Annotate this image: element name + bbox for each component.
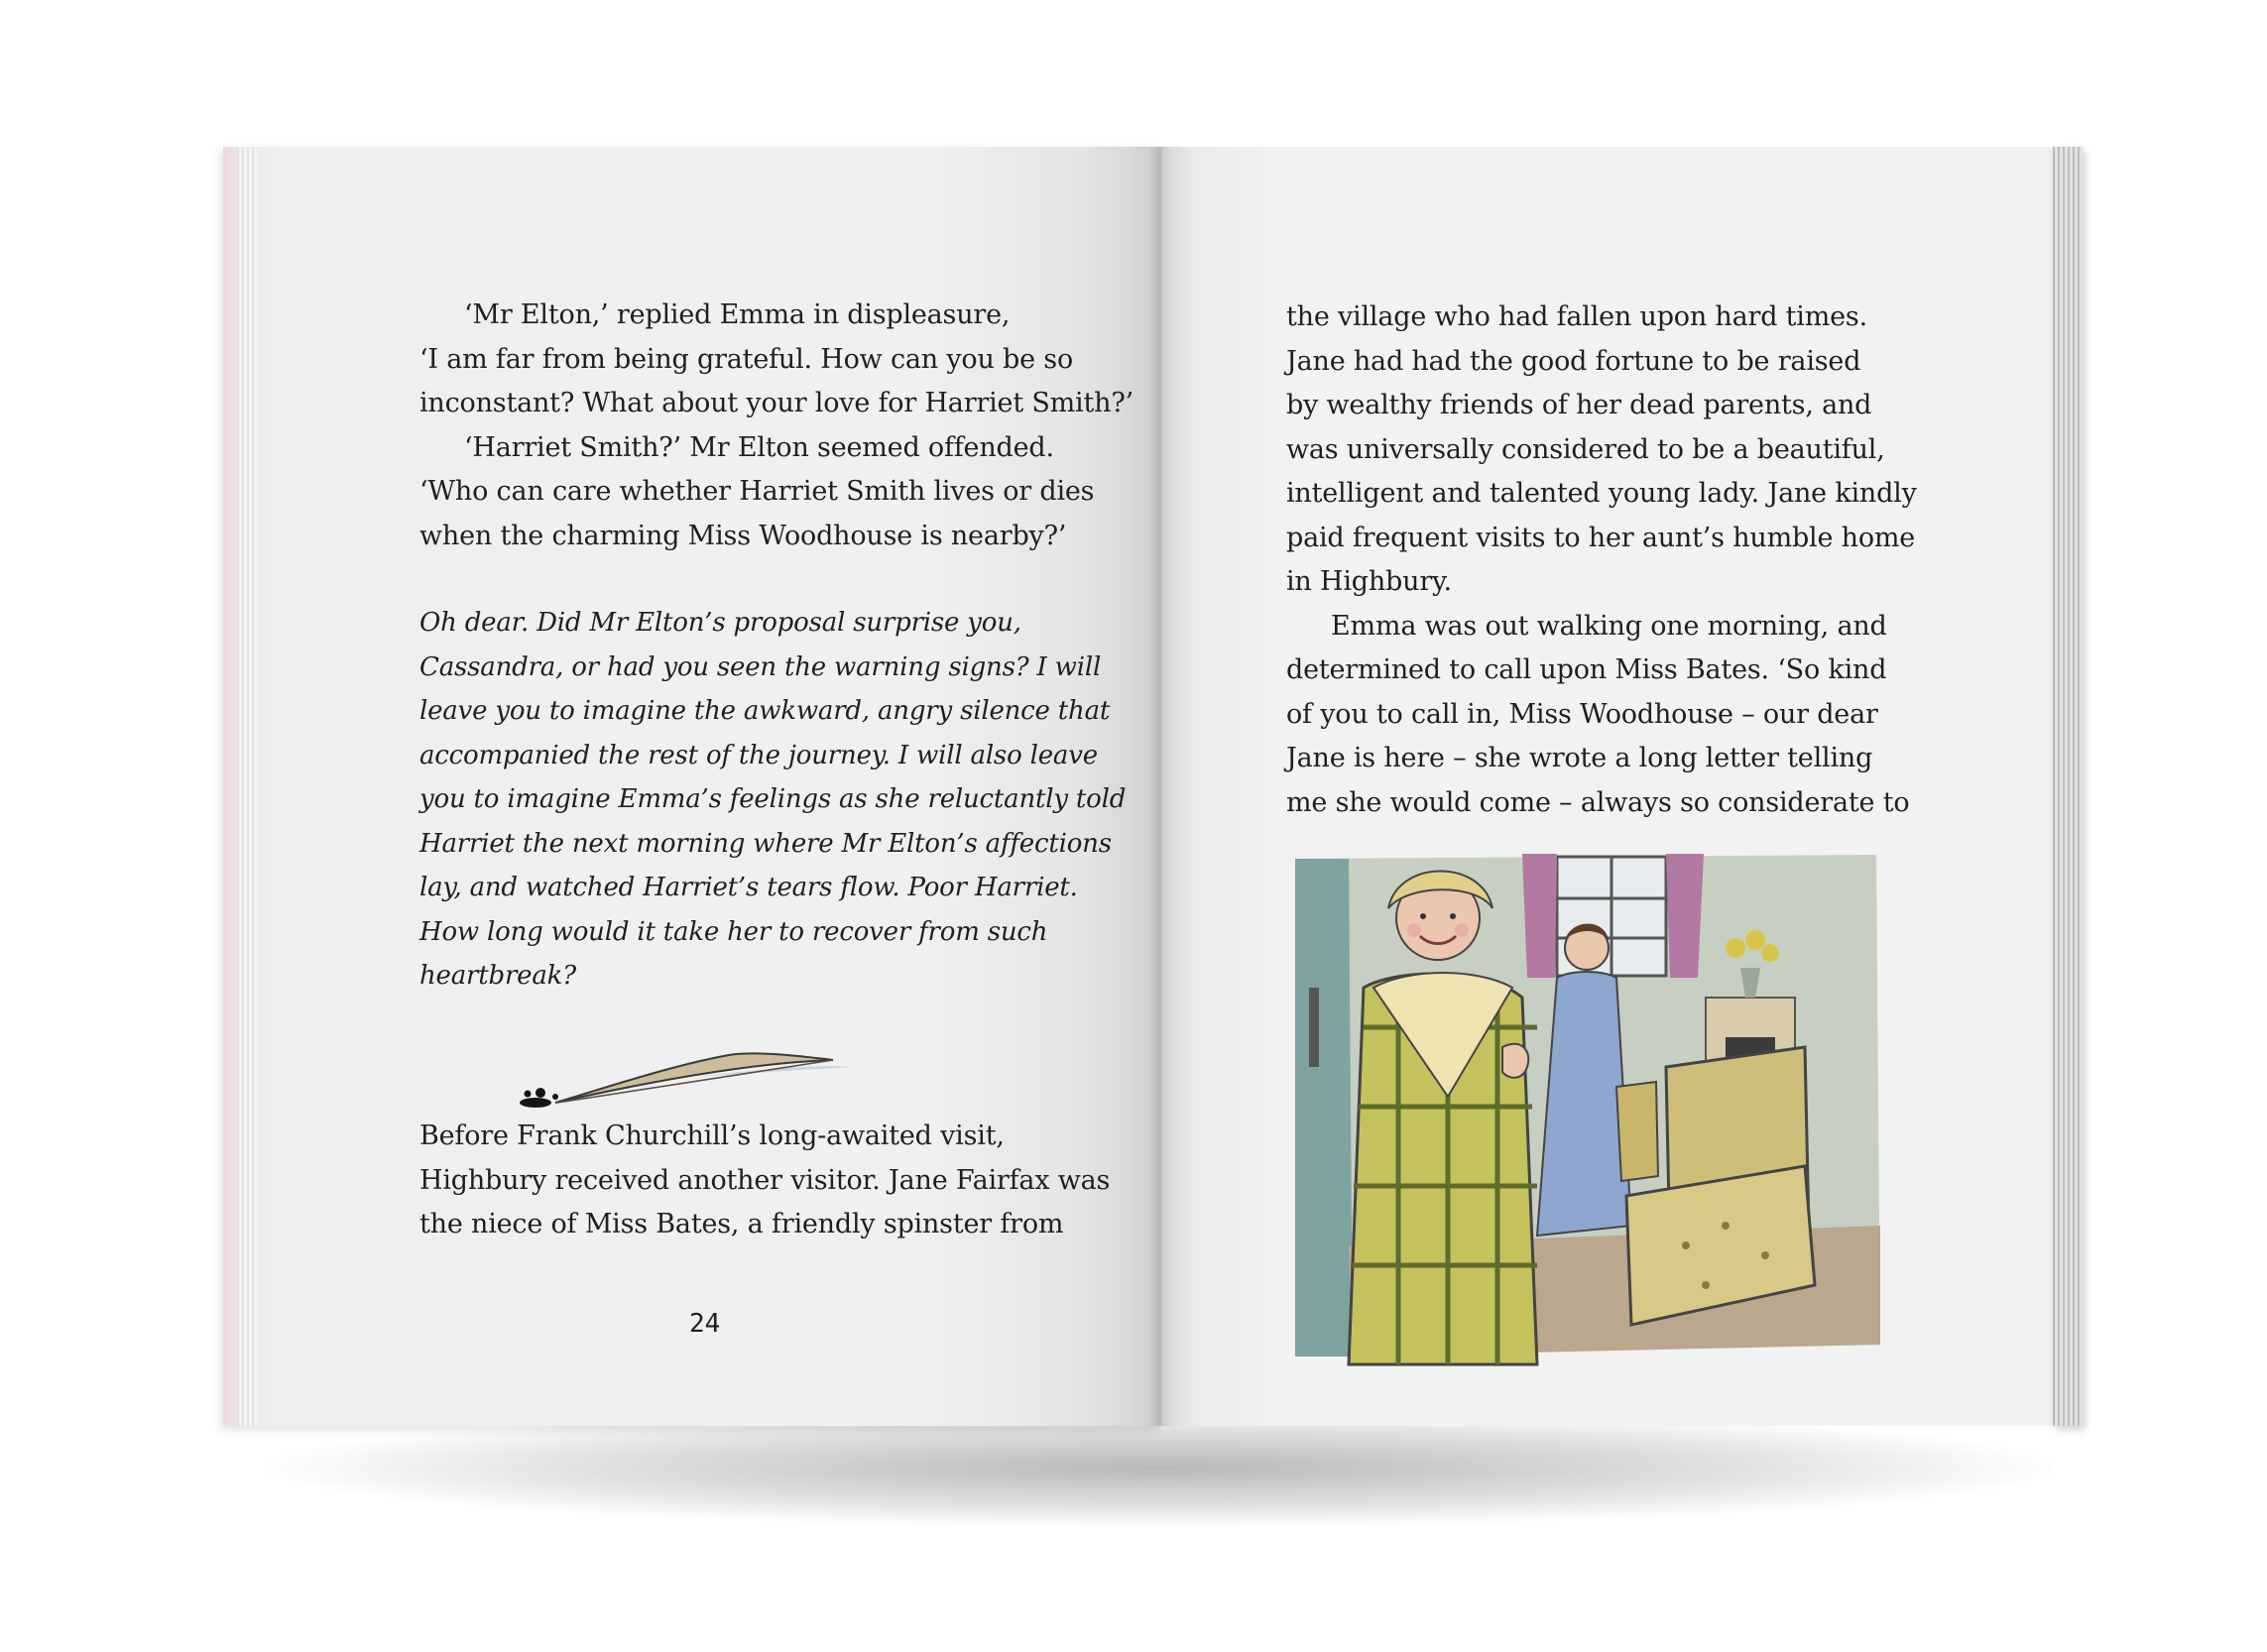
text-line: the village who had fallen upon hard times. [1286,301,1867,332]
illustration-miss-bates-and-jane [1289,849,1884,1369]
text-line: determined to call upon Miss Bates. ‘So kind [1286,654,1887,685]
italic-line: you to imagine Emma’s feelings as she reluctantly told [419,784,1127,814]
italic-line: lay, and watched Harriet’s tears flow. Poor Harriet. [419,873,1078,902]
text-line: inconstant? What about your love for Harriet Smith?’ [419,388,1134,418]
text-line: ‘Harriet Smith?’ Mr Elton seemed offended. [464,431,1054,463]
text-line: Highbury received another visitor. Jane Fairfax was [419,1164,1111,1196]
italic-line: heartbreak? [419,961,576,991]
text-line: ‘Mr Elton,’ replied Emma in displeasure, [464,299,1011,330]
text-line: in Highbury. [1286,566,1452,597]
italic-line: accompanied the rest of the journey. I will also leave [419,740,1098,770]
left-page [223,147,1160,1426]
italic-line: leave you to imagine the awkward, angry silence that [419,696,1111,726]
text-line: was universally considered to be a beautiful, [1286,433,1885,465]
italic-line: Oh dear. Did Mr Elton’s proposal surprise you, [419,608,1021,638]
text-line: Jane is here – she wrote a long letter telling [1286,743,1873,773]
text-line: ‘I am far from being grateful. How can you be so [419,343,1074,375]
italic-line: Cassandra, or had you seen the warning signs? I will [419,651,1102,682]
right-page-stack [2053,147,2083,1426]
text-line: the niece of Miss Bates, a friendly spinster from [419,1209,1064,1239]
book-gutter [1147,147,1173,1426]
text-line: when the charming Miss Woodhouse is nearby?’ [419,520,1067,551]
text-line: by wealthy friends of her dead parents, and [1286,390,1872,420]
text-line: Emma was out walking one morning, and [1331,610,1887,642]
left-page-edge [223,147,237,1426]
page-number: 24 [689,1309,721,1339]
open-book [223,147,2083,1426]
left-bottom-text [419,1115,1110,1247]
left-top-text [419,294,1134,558]
text-line: of you to call in, Miss Woodhouse – our dear [1286,698,1878,730]
text-line: ‘Who can care whether Harriet Smith lives or dies [419,476,1095,507]
quill-pen-icon [496,1015,912,1115]
text-line: paid frequent visits to her aunt’s humble home [1286,522,1916,553]
text-line: Jane had had the good fortune to be raised [1286,345,1861,377]
text-line: intelligent and talented young lady. Jane kindly [1286,478,1917,509]
narrator-aside [419,601,1126,999]
right-text [1286,295,1917,825]
book-shadow [268,1408,2053,1527]
text-line: Before Frank Churchill’s long-awaited visit, [419,1121,1005,1151]
left-page-stack [237,147,257,1426]
italic-line: How long would it take her to recover from such [419,916,1048,947]
right-page [1160,147,2053,1426]
italic-line: Harriet the next morning where Mr Elton’s affections [419,828,1112,859]
text-line: me she would come – always so considerate to [1286,786,1910,818]
